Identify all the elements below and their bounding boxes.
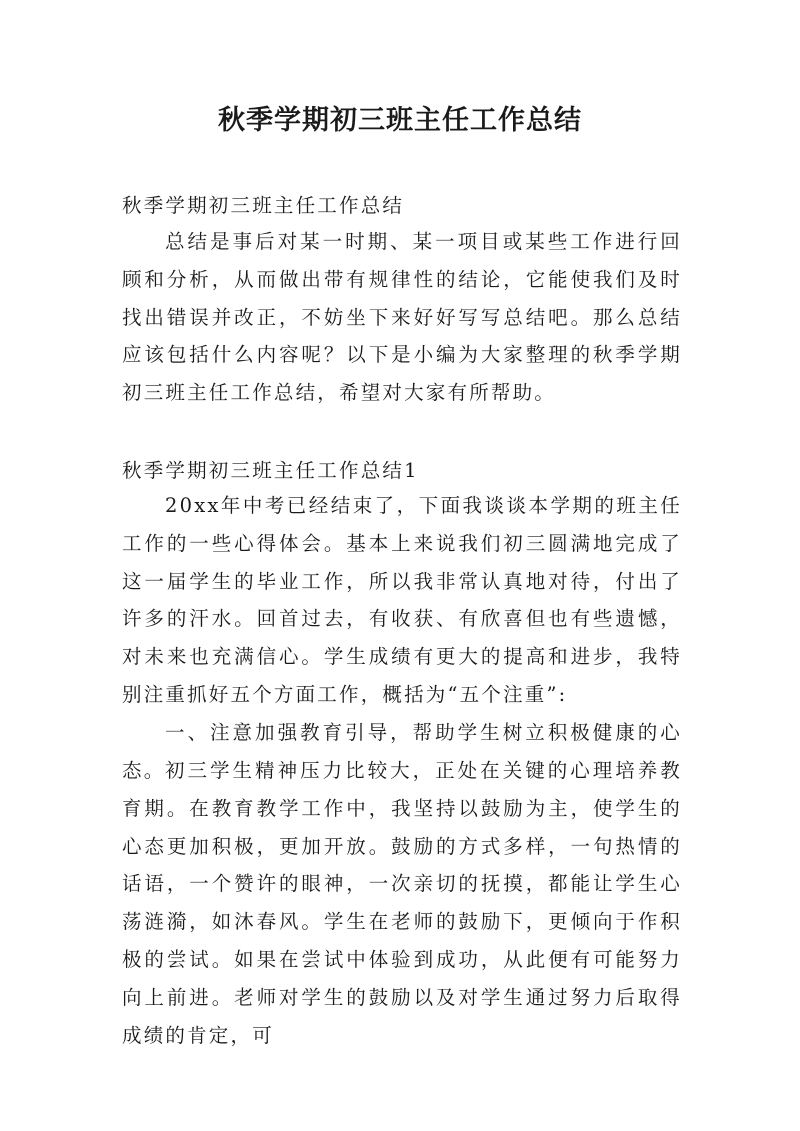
section1-heading: 秋季学期初三班主任工作总结1 (122, 459, 419, 482)
intro-heading: 秋季学期初三班主任工作总结 (122, 194, 405, 217)
document-title: 秋季学期初三班主任工作总结 (218, 105, 582, 136)
intro-paragraph: 总结是事后对某一时期、某一项目或某些工作进行回顾和分析，从而做出带有规律性的结论，它能使我们及时找出错误并改正，不妨坐下来好好写写总结吧。那么总结应该包括什么内容呢？以下是小编为大家整理的秋季学期初三班主任工作总结，希望对大家有所帮助。 (122, 230, 682, 405)
section1-paragraph-2: 一、注意加强教育引导，帮助学生树立积极健康的心态。 (122, 721, 682, 782)
section1-paragraph-1: 20xx年中考已经结束了，下面我谈谈本学期的班主任工作的一些心得体会。基本上来说我们初三圆满地完成了这一届学生的毕业工作，所以我非常认真地对待，付出了许多的汗水。回首过去，有收获、有欣喜但也有些遗憾，对未来也充满信心。学生成绩有更大的提高和进步，我特别注重抓好五个方面工作，概括为“五个注重”: (122, 494, 682, 706)
section1-paragraph-3: 初三学生精神压力比较大，正处在关键的心理培养教育期。在教育教学工作中，我坚持以鼓励为主，使学生的心态更加积极，更加开放。鼓励的方式多样，一句热情的话语，一个赞许的眼神，一次亲切的抚摸，都能让学生心荡涟漪，如沐春风。学生在老师的鼓励下，更倾向于作积极的尝试。如果在尝试中体验到成功，从此便有可能努力向上前进。老师对学生的鼓励以及对学生通过努力后取得成绩的肯定，可 (122, 759, 682, 1047)
